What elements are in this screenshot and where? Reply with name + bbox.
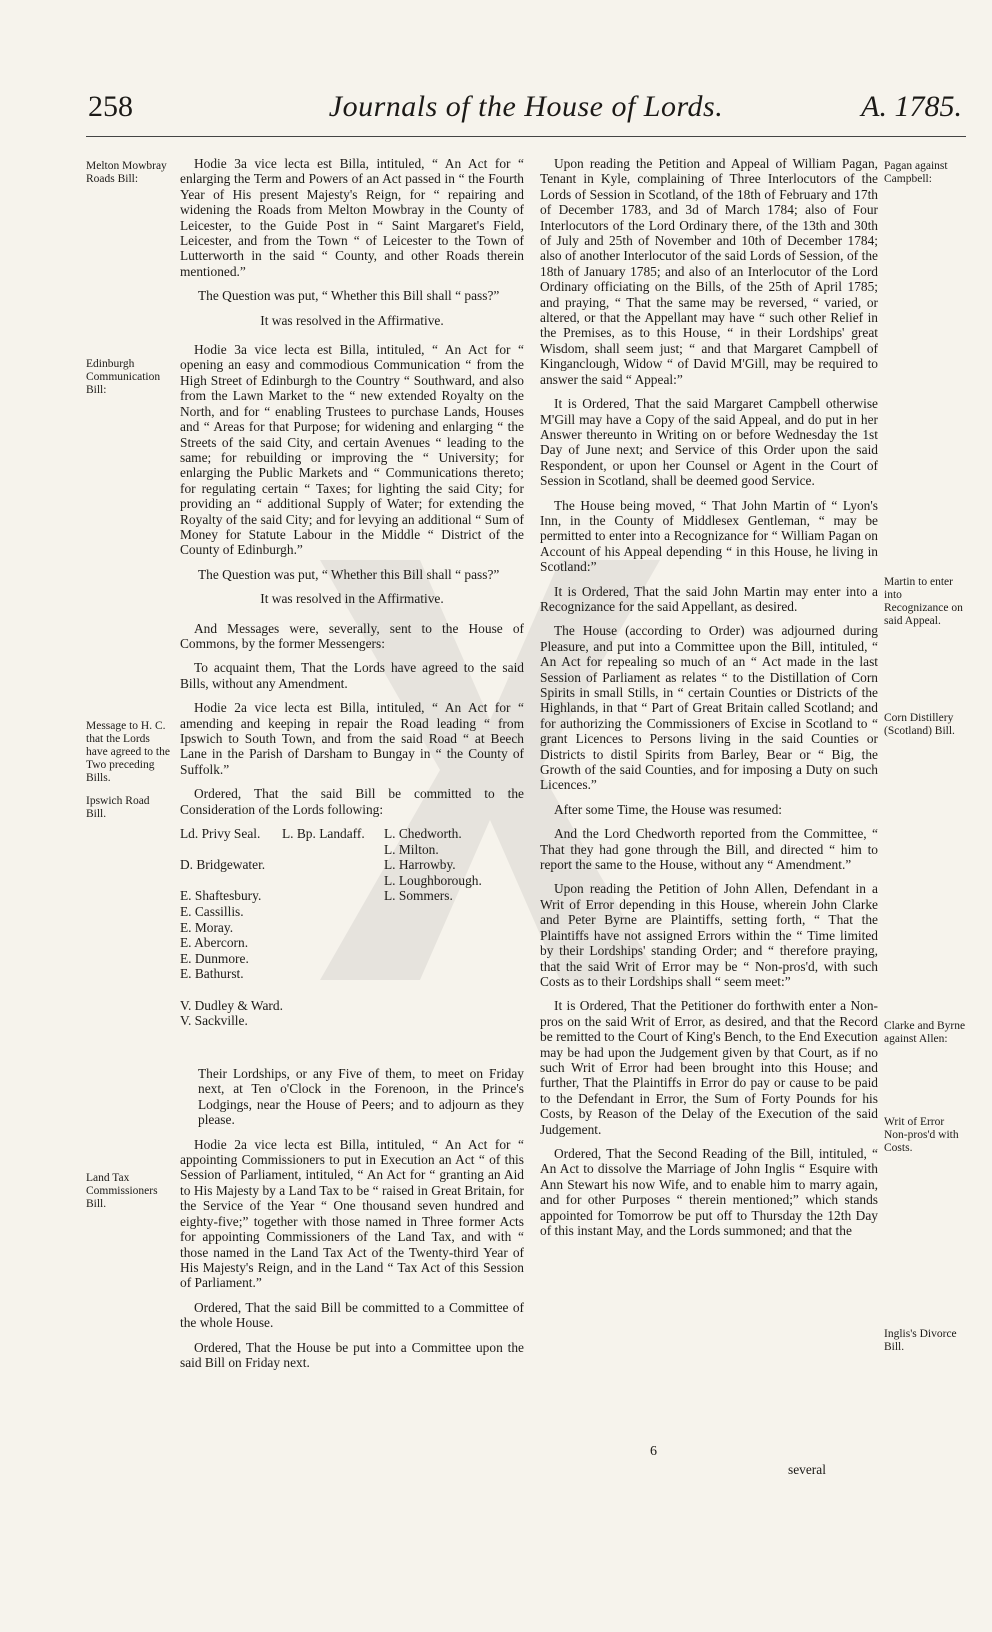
paragraph: Hodie 3a vice lecta est Billa, intituled, “ An Act for “ enlarging the Term and Powers of an Act passed in “ the Fourth Year of His present Majesty's Reign, for “ repairing and widening the Roads from Melton Mowbray in the County of Leicester, to the Guide Post in “ Saint Margaret's Field, Leicester, and from the Town “ of Leicester to the Town of Lutterworth in the said “ County, and other Roads therein mentioned.” — [180, 156, 524, 279]
paragraph: Ordered, That the House be put into a Committee upon the said Bill on Friday next. — [180, 1339, 524, 1370]
lord-name: L. Milton. — [384, 841, 439, 857]
lord-name: E. Abercorn. — [180, 935, 249, 951]
page-number: 258 — [88, 90, 133, 123]
lord-name: L. Bp. Landaff. — [282, 826, 365, 842]
catchword: several — [788, 1462, 826, 1477]
paragraph: Hodie 2a vice lecta est Billa, intituled, “ An Act for “ appointing Commissioners to put in Execution an Act “ of this Session of Parliament, intituled, “ An Act for “ granting an Aid to His Majesty by a Land Tax to be “ raised in Great Britain, for the Service of the Year “ One thousand seven hundred and eighty-five;” together with those named in Three former Acts for appointing Commissioners of the Land Tax, and with “ those named in the Land Tax Act of the Twenty-third Year of His Majesty's Reign, and in the Land “ Tax Act of this Session of Parliament.” — [180, 1136, 524, 1291]
lord-name: E. Bathurst. — [180, 966, 244, 982]
sidenote-inglis: Inglis's Divorce Bill. — [884, 1328, 957, 1353]
sidenote-clarke-byrne: Clarke and Byrne against Allen: — [884, 1020, 966, 1045]
lord-name: V. Sackville. — [180, 1013, 248, 1029]
sidenote-melton-mowbray: Melton Mowbray Roads Bill: — [86, 160, 167, 185]
sidenote-land-tax: Land Tax Commissioners Bill. — [86, 1172, 158, 1210]
sidenote-message: Message to H. C. that the Lords have agreed to the Two preceding Bills. — [86, 720, 170, 784]
lord-name: D. Bridgewater. — [180, 857, 266, 873]
lord-name: L. Chedworth. — [384, 826, 462, 842]
lord-name: L. Harrowby. — [384, 857, 456, 873]
question-line: The Question was put, “ Whether this Bill shall “ pass?” — [198, 566, 500, 582]
paragraph: It is Ordered, That the said John Martin may enter into a Recognizance for the said Appellant, as desired. — [540, 583, 878, 614]
lord-name: L. Sommers. — [384, 888, 453, 904]
paragraph: And the Lord Chedworth reported from the Committee, “ That they had gone through the Bill, and directed “ him to report the same to the House, without any “ Amendment.” — [540, 826, 878, 873]
paragraph: After some Time, the House was resumed: — [554, 801, 782, 817]
lord-name: E. Shaftesbury. — [180, 888, 262, 904]
committee-lords-list — [180, 826, 524, 1056]
lord-name: E. Moray. — [180, 919, 234, 935]
question-line: The Question was put, “ Whether this Bill shall “ pass?” — [198, 288, 500, 304]
lord-name — [180, 873, 283, 889]
sidenote-writ-of-error: Writ of Error Non-pros'd with Costs. — [884, 1116, 959, 1154]
paragraph: Upon reading the Petition and Appeal of William Pagan, Tenant in Kyle, complaining of Three Interlocutors of the Lords of Session in Scotland, of the 18th of February and 17th of December 1783, and 3d of March 1784; also of Four Interlocutors of the Lord Ordinary there, of the 13th and 30th of July and 25th of November and 10th of December 1784; also of another Interlocutor of the said Lords of Session, of the 18th of January 1785; and also of an Interlocutor of the Lord Ordinary officiating on the Bills, of the 25th of April 1785; and praying, “ That the same may be reversed, “ varied, or altered, or that the Appellant may have “ such other Relief in the Premises, as to this House, “ in their Lordships' great Wisdom, shall seem just; “ and that Margaret Campbell of Kinganclough, Widow “ of David M'Gill, may be required to answer the said “ Appeal:” — [540, 156, 878, 387]
paragraph: The House (according to Order) was adjourned during Pleasure, and put into a Committee upon the Bill, intituled, “ An Act for repealing so much of an “ Act made in the last Session of Parliament as relates “ to the Distillation of Corn Spirits in small Stills, in “ certain Counties or Districts of the Highlands, in that “ Part of Great Britain called Scotland; and for authorizing the Commissioners of Excise in Scotland to “ grant Licences to Persons living in the said Counties or Districts to distil Spirits from Barley, Bear or “ Big, the Growth of the said Counties, and for imposing a Duty on such Licences.” — [540, 623, 878, 793]
sidenote-corn-distillery: Corn Distillery (Scotland) Bill. — [884, 712, 955, 737]
paragraph: It is Ordered, That the Petitioner do forthwith enter a Non-pros on the said Writ of Error, as desired, and that the Record be remitted to the Court of King's Bench, to the End Execution may be had upon the Judgement given by that Court, as if no such Writ of Error had been brought into this House; and further, That the Plaintiffs in Error do pay or cause to be paid to the Defendant in Error, the Sum of Forty Pounds for his Costs, by Reason of the Delay of the Execution of the said Judgement. — [540, 998, 878, 1137]
sidenote-martin: Martin to enter into Recognizance on said Appeal. — [884, 576, 963, 627]
page-header — [86, 90, 966, 134]
lord-name — [180, 982, 283, 998]
lord-name: Ld. Privy Seal. — [180, 826, 261, 842]
left-column — [180, 156, 524, 1379]
lord-name — [180, 842, 283, 858]
right-column — [540, 156, 878, 1247]
lords-column-2 — [282, 826, 365, 842]
sidenote-edinburgh: Edinburgh Communication Bill: — [86, 358, 161, 396]
paragraph: Ordered, That the said Bill be committed to the Consideration of the Lords following: — [180, 786, 524, 817]
lord-name: L. Loughborough. — [384, 872, 482, 888]
signature-mark: 6 — [650, 1444, 657, 1459]
header-rule — [86, 136, 966, 137]
paragraph: To acquaint them, That the Lords have agreed to the said Bills, without any Amendment. — [180, 660, 524, 691]
lords-column-3 — [384, 826, 482, 904]
sidenote-ipswich: Ipswich Road Bill. — [86, 795, 150, 820]
paragraph: Their Lordships, or any Five of them, to meet on Friday next, at Ten o'Clock in the Forenoon, in the Prince's Lodgings, near the House of Peers; and to adjourn as they please. — [198, 1066, 524, 1128]
sidenote-pagan: Pagan against Campbell: — [884, 160, 948, 185]
journal-title: Journals of the House of Lords. — [328, 90, 724, 123]
paragraph: The House being moved, “ That John Martin of “ Lyon's Inn, in the County of Middlesex Gentleman, “ may be permitted to enter into a Recognizance for “ William Pagan on Account of his Appeal depending “ in this House, he living in Scotland:” — [540, 497, 878, 575]
paragraph: Ordered, That the Second Reading of the Bill, intituled, “ An Act to dissolve the Marriage of John Inglis “ Esquire with Ann Stewart his now Wife, and to enable him to marry again, and for other Purposes “ therein mentioned;” which stands appointed for Tomorrow be put off to Thursday the 12th Day of this instant May, and the Lords summoned; and that the — [540, 1145, 878, 1238]
resolution-line: It was resolved in the Affirmative. — [260, 591, 444, 607]
paragraph: Ordered, That the said Bill be committed to a Committee of the whole House. — [180, 1299, 524, 1331]
lords-column-1 — [180, 826, 283, 1029]
lord-name: E. Dunmore. — [180, 950, 249, 966]
paragraph: And Messages were, severally, sent to the House of Commons, by the former Messengers: — [180, 620, 524, 651]
paragraph: Hodie 3a vice lecta est Billa, intituled, “ An Act for “ opening an easy and commodious Communication “ from the High Street of Edinburgh to the Country “ Southward, and also from the Lawn Market to the “ new extended Royalty on the North, and for “ enabling Trustees to purchase Lands, Houses and “ Areas for that Purpose; for widening and enlarging “ the Streets of the said City, and certain Avenues “ leading to the same; for rebuilding or improving the “ University; for enlarging the Public Markets and “ Communications thereto; for regulating certain “ Taxes; for lighting the said City; for providing an “ additional Supply of Water; for extending the Royalty of the said City; and for levying an additional “ Sum of Money for Statute Labour in the Middle “ District of the County of Edinburgh.” — [180, 342, 524, 558]
paragraph: Hodie 2a vice lecta est Billa, intituled, “ An Act for “ amending and keeping in repair the Road leading “ from Ipswich to South Town, and from the said Road “ at Beech Lane in the Parish of Darsham to Bungay in “ the County of Suffolk.” — [180, 700, 524, 777]
resolution-line: It was resolved in the Affirmative. — [260, 312, 444, 328]
lord-name: E. Cassillis. — [180, 904, 244, 919]
journal-year: A. 1785. — [861, 90, 962, 123]
paragraph: It is Ordered, That the said Margaret Campbell otherwise M'Gill may have a Copy of the said Appeal, and do put in her Answer thereunto in Writing on or before Wednesday the 1st Day of June next; and Service of this Order upon the said Respondent, or upon her Counsel or Agent in the Court of Session in Scotland, shall be deemed good Service. — [540, 396, 878, 489]
paragraph: Upon reading the Petition of John Allen, Defendant in a Writ of Error depending in this House, wherein John Clarke and Peter Byrne are Plaintiffs, setting forth, “ That the Plaintiffs have not assigned Errors within the “ Time limited by their Lordships' standing Order; and “ therefore praying, that the said Writ of Error may be “ Non-pros'd, with such Costs as to their Lordships shall “ seem meet:” — [540, 881, 878, 989]
lord-name: V. Dudley & Ward. — [180, 997, 283, 1013]
